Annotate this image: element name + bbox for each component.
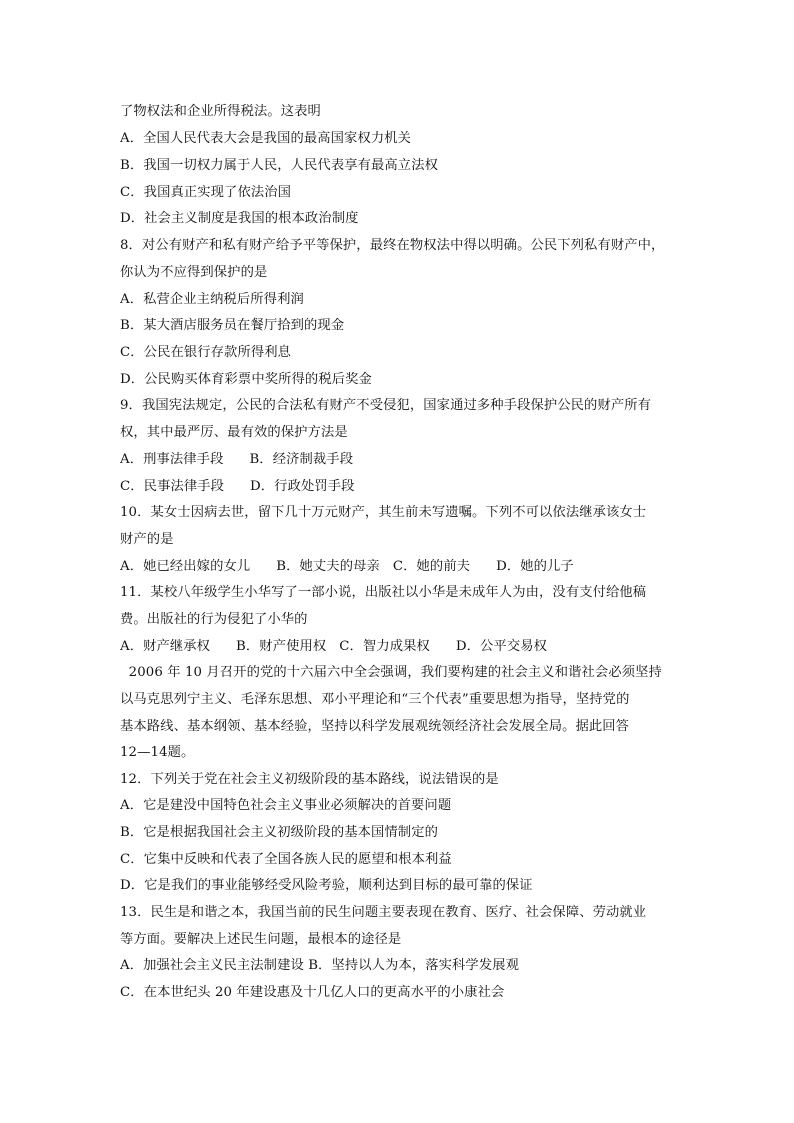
text-line: 2006 年 10 月召开的党的十六届六中全会强调，我们要构建的社会主义和谐社会必须坚持 [120, 665, 662, 680]
text-line: 12—14题。 [120, 745, 195, 760]
text-line: A．它是建没中国特色社会主义事业必须解决的首要问题 [120, 798, 452, 813]
text-line: A．私营企业主纳税后所得利润 [120, 292, 304, 307]
text-line: 等方面。要解决上述民生问题，最根本的途径是 [120, 932, 402, 947]
text-line: 13．民生是和谐之本，我国当前的民生问题主要表现在教育、医疗、社会保障、劳动就业 [120, 905, 647, 920]
text-line: C．公民在银行存款所得利息 [120, 345, 292, 360]
text-line: 权，其中最严厉、最有效的保护方法是 [120, 425, 348, 440]
text-line: A．全国人民代表大会是我国的最高国家权力机关 [120, 131, 412, 146]
text-line: 你认为不应得到保护的是 [120, 265, 268, 280]
text-line: 11．某校八年级学生小华写了一部小说，出版社以小华是未成年人为由，没有支付给他稿 [120, 585, 647, 600]
text-line: A．财产继承权 B．财产使用权 C．智力成果权 D．公平交易权 [120, 639, 548, 654]
text-line: 财产的是 [120, 532, 174, 547]
text-line: 基本路线、基本纲领、基本经验，坚持以科学发展观统领经济社会发展全局。据此回答 [120, 719, 630, 734]
text-line: B．它是根据我国社会主义初级阶段的基本国情制定的 [120, 825, 438, 840]
text-line: A．加强社会主义民主法制建设 B．坚持以人为本，落实科学发展观 [120, 958, 520, 973]
text-line: C．我国真正实现了依法治国 [120, 185, 292, 200]
text-line: C．它集中反映和代表了全国各族人民的愿望和根本利益 [120, 852, 452, 867]
text-line: 以马克思列宁主义、毛泽东思想、邓小平理论和“三个代表”重要思想为指导，坚持党的 [120, 692, 630, 707]
text-line: C．民事法律手段 D．行政处罚手段 [120, 479, 355, 494]
text-line: D．社会主义制度是我国的根本政治制度 [120, 211, 359, 226]
text-line: B．某大酒店服务员在餐厅拾到的现金 [120, 318, 345, 333]
text-line: 9．我国宪法规定，公民的合法私有财产不受侵犯，国家通过多种手段保护公民的财产所有 [120, 398, 652, 413]
text-line: D．它是我们的事业能够经受风险考验，顺利达到目标的最可靠的保证 [120, 878, 533, 893]
text-line: A．刑事法律手段 B．经济制裁手段 [120, 452, 354, 467]
text-line: C．在本世纪头 20 年建设惠及十几亿人口的更高水平的小康社会 [120, 985, 505, 1000]
text-line: 了物权法和企业所得税法。这表明 [120, 104, 321, 119]
text-line: D．公民购买体育彩票中奖所得的税后奖金 [120, 372, 372, 387]
text-line: 10．某女士因病去世，留下几十万元财产，其生前未写遗嘱。下列不可以依法继承该女士 [120, 505, 647, 520]
text-line: 费。出版社的行为侵犯了小华的 [120, 612, 308, 627]
text-line: B．我国一切权力属于人民，人民代表享有最高立法权 [120, 158, 438, 173]
text-line: 8．对公有财产和私有财产给予平等保护，最终在物权法中得以明确。公民下列私有财产中， [120, 238, 665, 253]
text-line: 12．下列关于党在社会主义初级阶段的基本路线，说法错误的是 [120, 772, 499, 787]
text-line: A．她已经出嫁的女儿 B．她丈夫的母亲 C．她的前夫 D．她的儿子 [120, 559, 574, 574]
